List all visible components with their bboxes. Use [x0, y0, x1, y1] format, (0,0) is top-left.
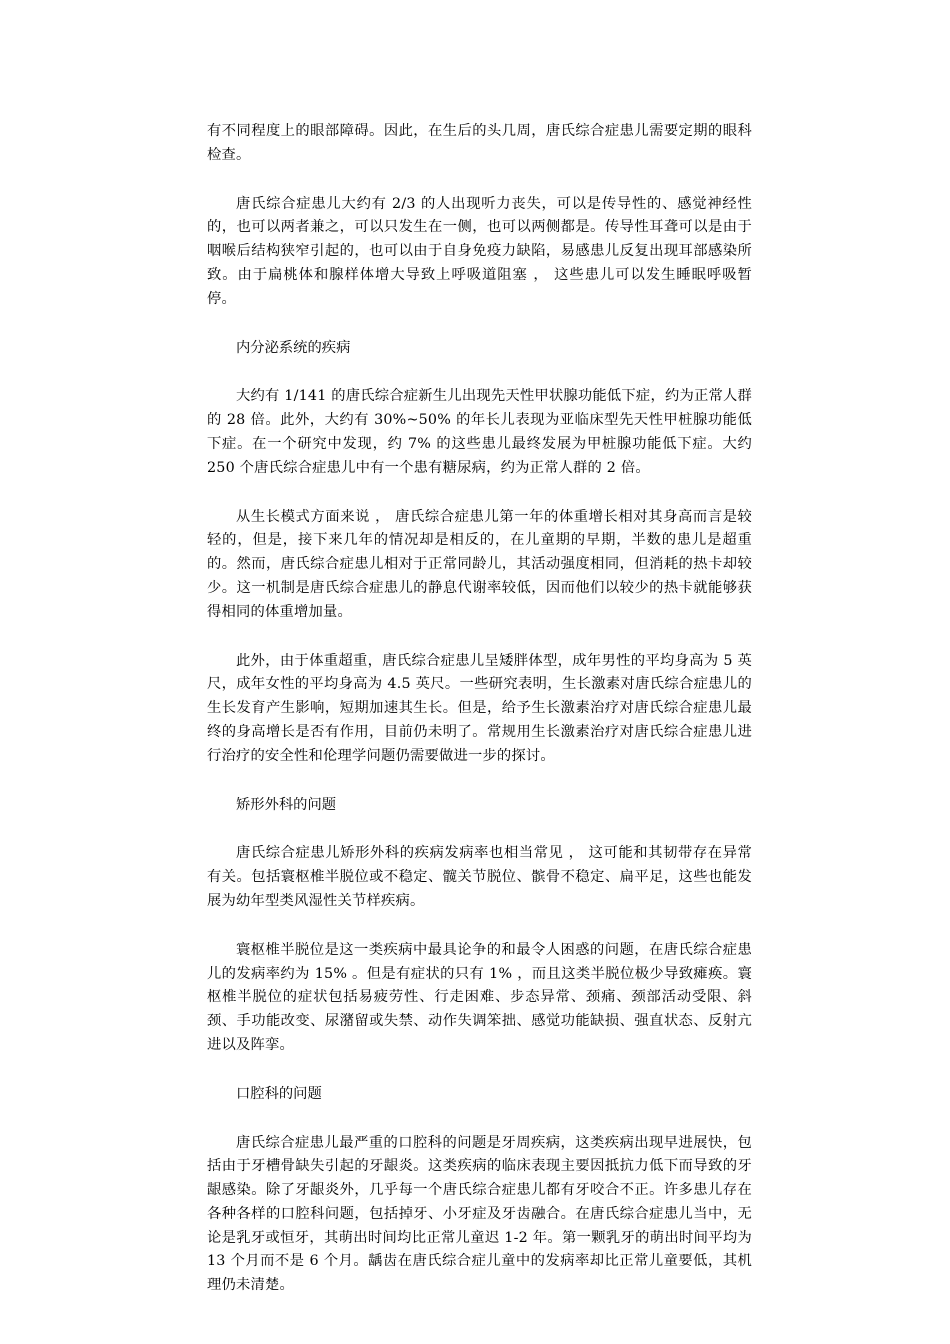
section-heading-orthopedic: 矫形外科的问题 — [236, 796, 337, 813]
document-page — [207, 120, 752, 1298]
paragraph-atlantoaxial: 寰枢椎半脱位是这一类疾病中最具论争的和最令人困惑的问题，在唐氏综合症患儿的发病率约为 15% 。但是有症状的只有 1% ，而且这类半脱位极少导致瘫痪。寰枢椎半脱位的症状包括易疲劳性、行走困难、步态异常、颈痛、颈部活动受限、斜颈、手功能改变、尿潴留或失禁、动作失调笨拙、感觉功能缺损、强直状态、反射亢进以及阵挛。 — [207, 941, 752, 1053]
paragraph-dental: 唐氏综合症患儿最严重的口腔科的问题是牙周疾病，这类疾病出现早进展快，包括由于牙槽骨缺失引起的牙龈炎。这类疾病的临床表现主要因抵抗力低下而导致的牙龈感染。除了牙龈炎外，几乎每一个唐氏综合症患儿都有牙咬合不正。许多患儿存在各种各样的口腔科问题，包括掉牙、小牙症及牙齿融合。在唐氏综合症患儿当中，无论是乳牙或恒牙，其萌出时间均比正常儿童迟 1-2 年。第一颗乳牙的萌出时间平均为 13 个月而不是 6 个月。龋齿在唐氏综合症儿童中的发病率却比正常儿童要低，其机理仍未清楚。 — [207, 1134, 752, 1294]
paragraph-growth-pattern: 从生长模式方面来说 ， 唐氏综合症患儿第一年的体重增长相对其身高而言是较轻的，但是，接下来几年的情况却是相反的，在儿童期的早期，半数的患儿是超重的。然而，唐氏综合症患儿相对于正常同龄儿，其活动强度相同，但消耗的热卡却较少。这一机制是唐氏综合症患儿的静息代谢率较低，因而他们以较少的热卡就能够获得相同的体重增加量。 — [207, 508, 752, 620]
section-heading-endocrine: 内分泌系统的疾病 — [236, 339, 351, 356]
paragraph-hearing-loss: 唐氏综合症患儿大约有 2/3 的人出现听力丧失，可以是传导性的、感觉神经性的，也可以两者兼之，可以只发生在一侧，也可以两侧都是。传导性耳聋可以是由于咽喉后结构狭窄引起的，也可以由于自身免疫力缺陷，易感患儿反复出现耳部感染所致。由于扁桃体和腺样体增大导致上呼吸道阻塞 ， 这些患儿可以发生睡眠呼吸暂停。 — [207, 195, 752, 307]
paragraph-height-growth-hormone: 此外，由于体重超重，唐氏综合症患儿呈矮胖体型，成年男性的平均身高为 5 英尺，成年女性的平均身高为 4.5 英尺。一些研究表明，生长激素对唐氏综合症患儿的生长发育产生影响，短期加速其生长。但是，给予生长激素治疗对唐氏综合症患儿最终的身高增长是否有作用，目前仍未明了。常规用生长激素治疗对唐氏综合症患儿进行治疗的安全性和伦理学问题仍需要做进一步的探讨。 — [207, 652, 752, 764]
paragraph-eye-checkup: 有不同程度上的眼部障碍。因此，在生后的头几周，唐氏综合症患儿需要定期的眼科检查。 — [207, 123, 752, 163]
paragraph-orthopedic: 唐氏综合症患儿矫形外科的疾病发病率也相当常见 ， 这可能和其韧带存在异常有关。包括寰枢椎半脱位或不稳定、髋关节脱位、髌骨不稳定、扁平足，这些也能发展为幼年型类风湿性关节样疾病。 — [207, 845, 752, 909]
section-heading-dental: 口腔科的问题 — [236, 1085, 322, 1102]
paragraph-thyroid: 大约有 1/141 的唐氏综合症新生儿出现先天性甲状腺功能低下症，约为正常人群的 28 倍。此外，大约有 30%~50% 的年长儿表现为亚临床型先天性甲桩腺功能低下症。在一个研究中发现，约 7% 的这些患儿最终发展为甲桩腺功能低下症。大约 250 个唐氏综合症患儿中有一个患有糖尿病，约为正常人群的 2 倍。 — [207, 388, 752, 476]
